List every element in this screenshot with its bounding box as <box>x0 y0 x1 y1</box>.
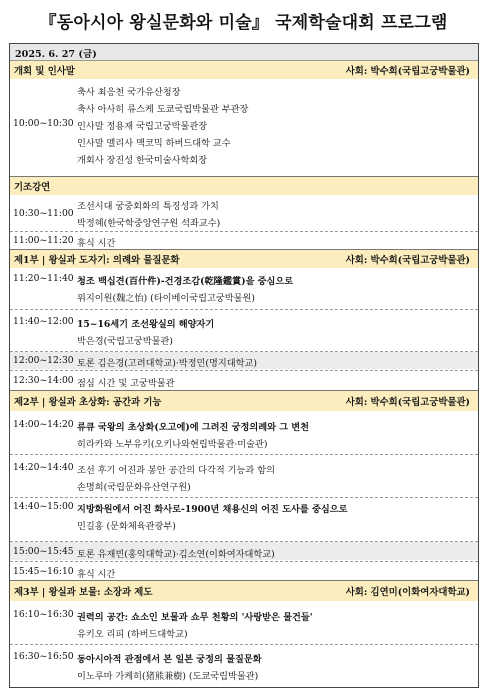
time-label: 16:10~16:30 <box>13 609 74 620</box>
page-title: 『동아시아 왕실문화와 미술』 국제학술대회 프로그램 <box>39 13 448 33</box>
section-title: 제2부 | 왕실과 초상화: 공간과 기능 <box>14 397 162 408</box>
talk-title: 청조 백십견(百什件)-건경조감(乾隆鑑賞)을 중심으로 <box>77 276 294 287</box>
time-label: 15:45~16:10 <box>13 566 74 577</box>
section-session3 <box>10 581 478 601</box>
speaker-line: 축사 최응천 국가유산청장 <box>77 87 181 98</box>
talk-title: 류큐 국왕의 초상화(오고에)에 그려진 궁정의례와 그 변천 <box>77 422 310 433</box>
section-opening <box>10 61 478 79</box>
talk-title: 동아시아적 관점에서 본 일본 궁정의 물질문화 <box>77 654 262 665</box>
speaker-line: 박정혜(한국학중앙연구원 석좌교수) <box>77 218 221 229</box>
time-label: 11:00~11:20 <box>13 235 74 246</box>
speaker-line: 위지이원(魏之怡) (타이베이국립고궁박물원) <box>77 293 255 304</box>
section-moderator: 사회: 김연미(이화여자대학교) <box>345 587 470 598</box>
section-title: 개회 및 인사말 <box>14 66 75 77</box>
talk-title: 15~16세기 조선왕실의 해양자기 <box>77 319 215 330</box>
time-label: 15:00~15:45 <box>13 546 74 557</box>
opening-block <box>10 80 478 176</box>
talk-title: 지방화원에서 어진 화사로-1900년 채용신의 어진 도사를 중심으로 <box>77 504 348 515</box>
date-label: 2025. 6. 27 (금) <box>15 49 97 60</box>
time-label: 16:30~16:50 <box>13 651 74 662</box>
time-label: 14:00~14:20 <box>13 419 74 430</box>
time-label: 10:00~10:30 <box>13 118 74 129</box>
talk-row <box>10 269 478 305</box>
time-label: 11:20~11:40 <box>13 273 74 284</box>
speaker-line: 유키오 리피 (하버드대학교) <box>77 629 188 640</box>
section-session2 <box>10 391 478 411</box>
time-label: 14:40~15:00 <box>13 501 74 512</box>
program-table <box>9 43 479 688</box>
speaker-line: 축사 아사히 류스케 도쿄국립박물관 부관장 <box>77 104 249 115</box>
speaker-line: 손명희(국립문화유산연구원) <box>77 482 191 493</box>
section-title: 제1부 | 왕실과 도자기: 의례와 물질문화 <box>14 255 180 266</box>
talk-title: 권력의 공간: 쇼소인 보물과 쇼무 천황의 '사랑받은 물건들' <box>77 612 313 623</box>
speaker-line: 인사말 정용재 국립고궁박물관장 <box>77 121 208 132</box>
break-row <box>10 232 478 249</box>
break-label: 점심 시간 및 고궁박물관 <box>77 378 175 389</box>
section-title: 기조강연 <box>14 182 51 193</box>
time-label: 12:00~12:30 <box>13 355 74 366</box>
talk-row <box>10 310 478 348</box>
break-label: 휴식 시간 <box>77 569 116 580</box>
talk-row <box>10 602 478 642</box>
time-label: 10:30~11:00 <box>13 208 74 219</box>
speaker-line: 히라카와 노부유키(오키나와현립박물관·미술관) <box>77 439 268 450</box>
section-moderator: 사회: 박수희(국립고궁박물관) <box>345 397 470 408</box>
talk-title: 조선시대 궁중회화의 특징성과 가치 <box>77 201 219 212</box>
talk-row <box>10 455 478 495</box>
discussion-row <box>10 542 478 560</box>
break-row <box>10 371 478 389</box>
talk-row <box>10 412 478 452</box>
time-label: 14:20~14:40 <box>13 462 74 473</box>
speaker-line: 개회사 장진성 한국미술사학회장 <box>77 155 208 166</box>
talk-row <box>10 645 478 685</box>
section-session1 <box>10 250 478 268</box>
speaker-line: 박은경(국립고궁박물관) <box>77 336 173 347</box>
break-label: 휴식 시간 <box>77 238 116 249</box>
discussion-text: 토론 유재빈(홍익대학교)·김소연(이화여자대학교) <box>77 549 275 560</box>
keynote-row <box>10 196 478 232</box>
talk-title: 조선 후기 어진과 봉안 공간의 다각적 기능과 함의 <box>77 465 275 476</box>
section-keynote <box>10 177 478 195</box>
time-label: 12:30~14:00 <box>13 375 74 386</box>
speaker-line: 이노루마 가케히(猪熊兼樹) (도쿄국립박물관) <box>77 671 259 682</box>
time-label: 11:40~12:00 <box>13 316 74 327</box>
discussion-row <box>10 352 478 369</box>
speaker-line: 민길홍 (문화체육관광부) <box>77 521 176 532</box>
section-moderator: 사회: 박수희(국립고궁박물관) <box>345 255 470 266</box>
section-title: 제3부 | 왕실과 보물: 소장과 제도 <box>14 587 153 598</box>
speaker-line: 인사말 멜리사 맥코믹 하버드대학 교수 <box>77 138 231 149</box>
section-moderator: 사회: 박수희(국립고궁박물관) <box>345 66 470 77</box>
talk-row <box>10 498 478 540</box>
break-row <box>10 562 478 580</box>
date-header <box>10 44 478 61</box>
discussion-text: 토론 김은경(고려대학교)·박정민(명지대학교) <box>77 358 257 369</box>
